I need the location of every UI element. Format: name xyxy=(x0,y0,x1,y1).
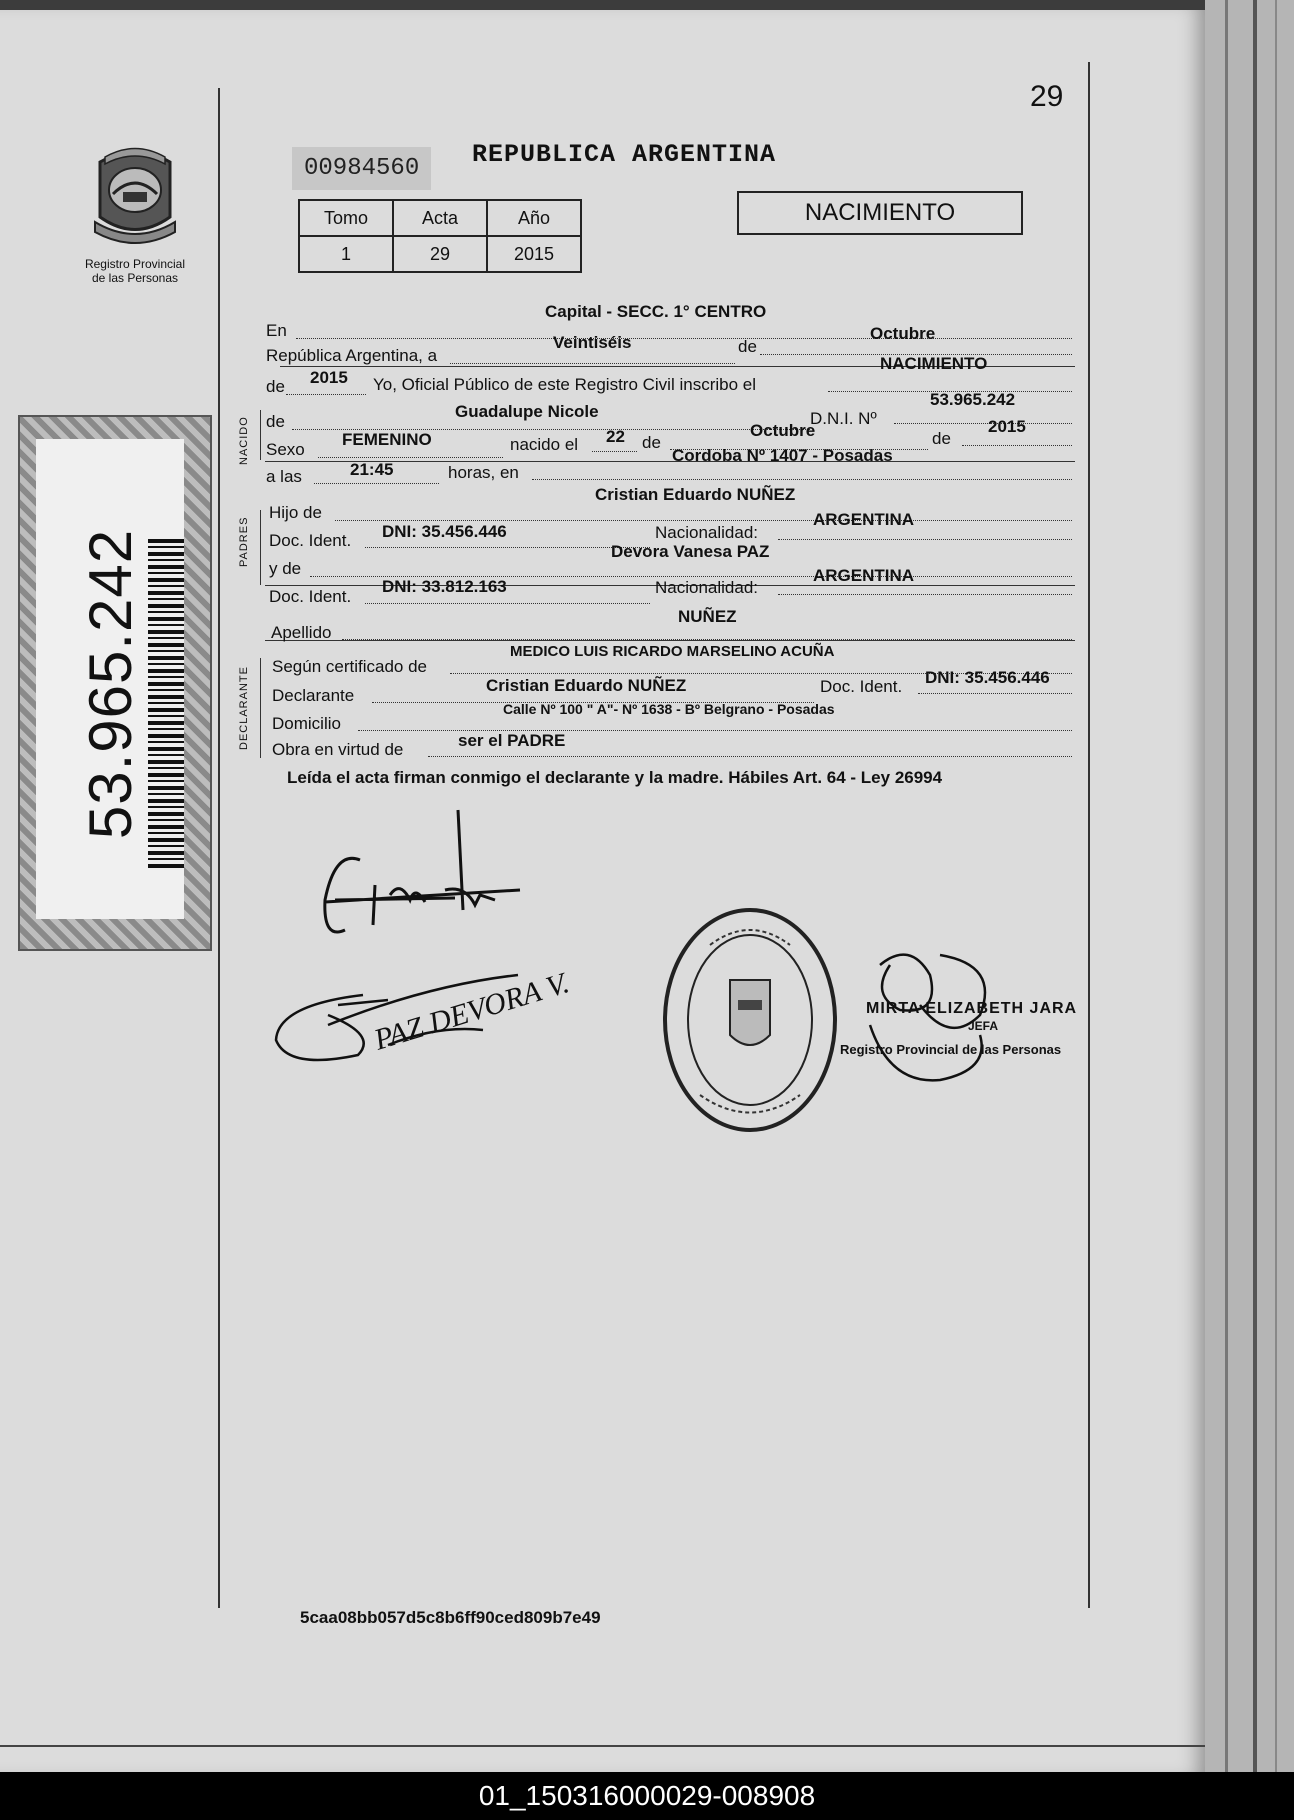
value-declarante: Cristian Eduardo NUÑEZ xyxy=(486,676,687,695)
value-anio: 2015 xyxy=(487,236,581,272)
page-number: 29 xyxy=(1030,80,1064,113)
province-emblem-icon xyxy=(85,142,185,252)
value-anio: 2015 xyxy=(310,368,348,387)
header-anio: Año xyxy=(487,200,581,236)
value-nombre: Guadalupe Nicole xyxy=(455,402,599,421)
label-de-month: de xyxy=(642,433,661,452)
value-anio-nac: 2015 xyxy=(988,417,1026,436)
label-sexo: Sexo xyxy=(266,440,305,459)
value-sexo: FEMENINO xyxy=(342,430,432,449)
label-a-las: a las xyxy=(266,467,302,486)
mother-signature-text: PAZ DEVORA V. xyxy=(370,966,573,1057)
label-domicilio: Domicilio xyxy=(272,714,341,733)
value-padre: Cristian Eduardo NUÑEZ xyxy=(595,485,796,504)
label-y-de: y de xyxy=(269,559,302,578)
declarant-signature xyxy=(315,790,535,950)
label-republica-a: República Argentina, a xyxy=(266,346,438,365)
value-virtud: ser el PADRE xyxy=(458,731,566,750)
section-declarante: DECLARANTE xyxy=(238,666,250,750)
label-nacido-el: nacido el xyxy=(510,435,579,454)
value-certificado: MEDICO LUIS RICARDO MARSELINO ACUÑA xyxy=(510,643,835,660)
right-margin-rule xyxy=(1088,62,1090,1608)
value-madre-nac: ARGENTINA xyxy=(813,566,915,585)
label-horas-en: horas, en xyxy=(448,463,519,482)
barcode-number: 53.965.242 xyxy=(77,528,144,840)
document-hash: 5caa08bb057d5c8b6ff90ced809b7e49 xyxy=(300,1608,601,1627)
label-de-name: de xyxy=(266,412,285,431)
value-domicilio: Calle Nº 100 " A"- Nº 1638 - Bº Belgrano - Posadas xyxy=(503,701,835,717)
value-padre-nac: ARGENTINA xyxy=(813,510,915,529)
barcode-bars xyxy=(148,539,184,869)
footer-id: 01_150316000029-008908 xyxy=(0,1772,1294,1820)
value-lugar: Capital - SECC. 1° CENTRO xyxy=(545,302,767,321)
section-padres: PADRES xyxy=(238,516,250,567)
official-seal-stamp xyxy=(660,905,840,1135)
value-lugar-nac: Cordoba Nº 1407 - Posadas xyxy=(672,446,893,465)
value-dni: 53.965.242 xyxy=(930,390,1016,409)
registry-table xyxy=(298,199,582,273)
value-tomo: 1 xyxy=(299,236,393,272)
value-hora: 21:45 xyxy=(350,460,394,479)
closing-statement: Leída el acta firman conmigo el declarante y la madre. Hábiles Art. 64 - Ley 26994 xyxy=(287,768,943,787)
label-doc-ident-2: Doc. Ident. xyxy=(269,587,352,606)
barcode-label xyxy=(18,415,212,951)
official-role: JEFA xyxy=(968,1019,999,1033)
official-office: Registro Provincial de las Personas xyxy=(840,1042,1062,1057)
label-doc-ident-3: Doc. Ident. xyxy=(820,677,903,696)
label-de-start: de xyxy=(266,377,285,396)
header-acta: Acta xyxy=(393,200,487,236)
value-dia: Veintiséis xyxy=(553,333,632,352)
stacked-pages-edge xyxy=(1205,0,1294,1772)
label-doc-ident-1: Doc. Ident. xyxy=(269,531,352,550)
value-dia-nac: 22 xyxy=(606,427,625,446)
emblem-caption: Registro Provincial de las Personas xyxy=(84,257,186,285)
header-tomo: Tomo xyxy=(299,200,393,236)
label-en: En xyxy=(266,321,287,340)
act-type-box: NACIMIENTO xyxy=(737,191,1023,235)
value-mes: Octubre xyxy=(870,324,936,343)
official-name: MIRTA ELIZABETH JARA xyxy=(866,1000,1078,1017)
label-de-mid: de xyxy=(738,337,757,356)
label-dni: D.N.I. Nº xyxy=(810,409,877,428)
value-tipo: NACIMIENTO xyxy=(880,354,988,373)
value-acta: 29 xyxy=(393,236,487,272)
document-page xyxy=(0,10,1205,1772)
mother-signature xyxy=(268,955,598,1095)
section-nacido: NACIDO xyxy=(238,416,250,465)
document-title: REPUBLICA ARGENTINA xyxy=(472,140,777,169)
label-declarante: Declarante xyxy=(272,686,355,705)
label-nacionalidad-2: Nacionalidad: xyxy=(655,578,759,597)
label-hijo-de: Hijo de xyxy=(269,503,322,522)
value-declarante-dni: DNI: 35.456.446 xyxy=(925,668,1050,687)
label-nacionalidad-1: Nacionalidad: xyxy=(655,523,759,542)
value-padre-dni: DNI: 35.456.446 xyxy=(382,522,507,541)
label-de-year: de xyxy=(932,429,951,448)
serial-number: 00984560 xyxy=(292,147,431,190)
value-madre-dni: DNI: 33.812.163 xyxy=(382,577,507,596)
value-mes-nac: Octubre xyxy=(750,421,816,440)
left-margin-rule xyxy=(218,88,220,1608)
label-obra-virtud: Obra en virtud de xyxy=(272,740,404,759)
value-apellido: NUÑEZ xyxy=(678,607,737,626)
label-segun-cert: Según certificado de xyxy=(272,657,427,676)
label-yo-oficial: Yo, Oficial Público de este Registro Civil inscribo el xyxy=(373,375,756,394)
value-madre: Devora Vanesa PAZ xyxy=(611,542,770,561)
label-apellido: Apellido xyxy=(271,623,332,642)
